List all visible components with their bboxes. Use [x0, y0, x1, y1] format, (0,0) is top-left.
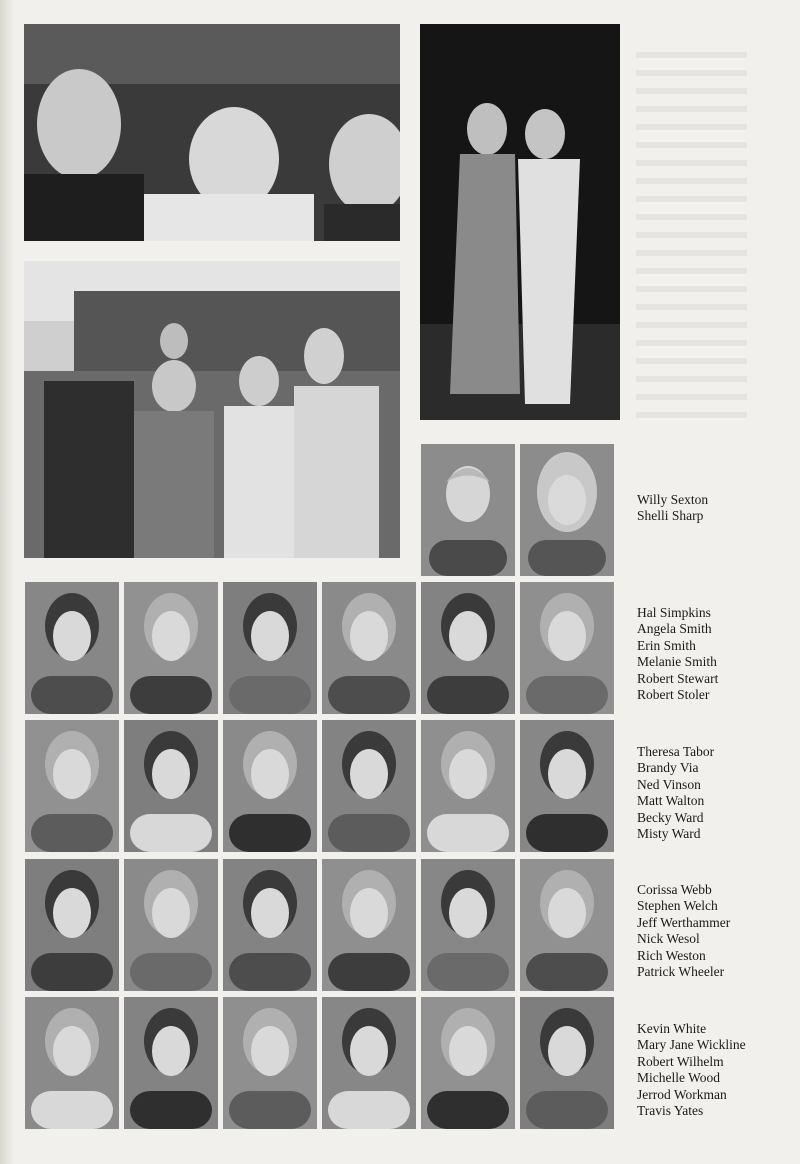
- name-list-row-4: [637, 882, 730, 980]
- page-fold-shadow: [0, 0, 14, 1164]
- student-name: Misty Ward: [637, 826, 701, 842]
- student-portrait: [223, 720, 317, 852]
- student-name: Robert Stewart: [637, 670, 719, 686]
- candid-photo-three-boys: [24, 24, 400, 241]
- student-name: Patrick Wheeler: [637, 964, 725, 980]
- student-name: Brandy Via: [637, 760, 699, 776]
- student-name: Angela Smith: [637, 621, 712, 637]
- candid-photo-group-outdoors: [24, 261, 400, 558]
- student-portrait: [25, 859, 119, 991]
- student-name: Robert Wilhelm: [637, 1053, 724, 1069]
- student-name: Matt Walton: [637, 793, 705, 809]
- name-list-row-3: [637, 744, 714, 842]
- student-portrait: [25, 582, 119, 714]
- student-portrait: [223, 997, 317, 1129]
- student-name: Jeff Werthammer: [637, 914, 731, 930]
- student-portrait: [124, 720, 218, 852]
- student-portrait: [124, 582, 218, 714]
- student-portrait: [421, 720, 515, 852]
- student-portrait: [520, 720, 614, 852]
- student-portrait: [322, 859, 416, 991]
- student-name: Ned Vinson: [637, 776, 701, 792]
- student-name: Willy Sexton: [637, 492, 709, 507]
- student-name: Hal Simpkins: [637, 605, 711, 620]
- show-through-text: [636, 40, 766, 560]
- student-name: Jerrod Workman: [637, 1086, 727, 1102]
- student-portrait: [421, 997, 515, 1129]
- student-name: Shelli Sharp: [637, 508, 704, 524]
- student-portrait: [223, 582, 317, 714]
- student-portrait: [421, 859, 515, 991]
- student-name: Erin Smith: [637, 637, 696, 653]
- student-name: Becky Ward: [637, 809, 704, 825]
- candid-photo-two-girls-costume: [420, 24, 620, 420]
- student-name: Travis Yates: [637, 1103, 704, 1119]
- student-portrait: [520, 444, 614, 576]
- student-name: Kevin White: [637, 1021, 707, 1036]
- student-portrait: [322, 582, 416, 714]
- student-portrait: [322, 997, 416, 1129]
- student-name: Theresa Tabor: [637, 744, 715, 759]
- student-name: Stephen Welch: [637, 898, 718, 914]
- student-name: Michelle Wood: [637, 1070, 721, 1086]
- student-portrait: [124, 859, 218, 991]
- student-portrait: [25, 997, 119, 1129]
- student-portrait: [25, 720, 119, 852]
- student-name: Corissa Webb: [637, 882, 712, 897]
- student-portrait: [421, 582, 515, 714]
- name-list-row-1: [637, 492, 708, 525]
- student-portrait: [223, 859, 317, 991]
- student-portrait: [421, 444, 515, 576]
- student-name: Rich Weston: [637, 947, 706, 963]
- student-name: Melanie Smith: [637, 654, 717, 670]
- student-name: Nick Wesol: [637, 931, 700, 947]
- name-list-row-5: [637, 1021, 746, 1119]
- student-portrait: [322, 720, 416, 852]
- student-portrait: [124, 997, 218, 1129]
- name-list-row-2: [637, 605, 718, 703]
- student-name: Mary Jane Wickline: [637, 1037, 746, 1053]
- student-portrait: [520, 582, 614, 714]
- student-portrait: [520, 997, 614, 1129]
- student-name: Robert Stoler: [637, 687, 710, 703]
- student-portrait: [520, 859, 614, 991]
